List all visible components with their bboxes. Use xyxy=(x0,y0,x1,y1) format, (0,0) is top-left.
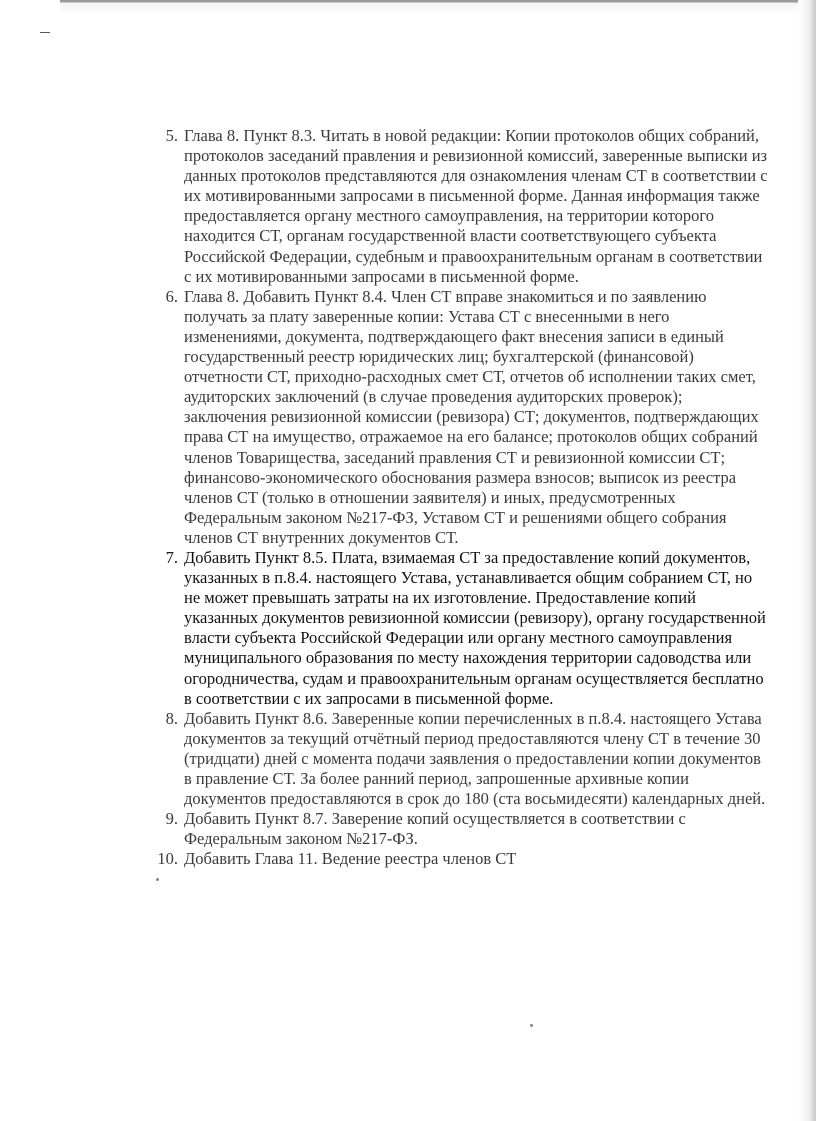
amendments-list xyxy=(158,126,768,869)
item-number: 8. xyxy=(165,708,178,728)
item-number: 7. xyxy=(165,547,178,567)
scan-mark xyxy=(40,32,50,33)
item-text: Глава 8. Добавить Пункт 8.4. Член СТ вправе знакомиться и по заявлению получать за плату заверенные копии: Устава СТ с внесенными в него изменениями, документа, подтверждающего факт внесения записи в единый государственный реестр юридических лиц; бухгалтерской (финансовой) отчетности СТ, приходно-расходных смет СТ, отчетов об исполнении таких смет, аудиторских заключений (в случае проведения аудиторских проверок); заключения ревизионной комиссии (ревизора) СТ; документов, подтверждающих права СТ на имущество, отражаемое на его балансе; протоколов общих собраний членов Товарищества, заседаний правления СТ и ревизионной комиссии СТ; финансово-экономического обоснования размера взносов; выписок из реестра членов СТ (только в отношении заявителя) и иных, предусмотренных Федеральным законом №217-ФЗ, Уставом СТ и решениями общего собрания членов СТ внутренних документов СТ. xyxy=(184,286,759,547)
item-text: Добавить Глава 11. Ведение реестра членов СТ xyxy=(184,849,517,869)
list-item xyxy=(158,849,768,869)
list-item xyxy=(158,287,768,548)
scan-speck xyxy=(156,878,159,881)
item-number: 10. xyxy=(157,849,178,869)
item-text: Добавить Пункт 8.6. Заверенные копии перечисленных в п.8.4. настоящего Устава документов за текущий отчётный период предоставляются члену СТ в течение 30 (тридцати) дней с момента подачи заявления о предоставлении копии документов в правление СТ. За более ранний период, запрошенные архивные копии документов предоставляются в срок до 180 (ста восьмидесяти) календарных дней. xyxy=(184,708,766,809)
item-text: Добавить Пункт 8.5. Плата, взимаемая СТ за предоставление копий документов, указанных в п.8.4. настоящего Устава, устанавливается общим собранием СТ, но не может превышать затраты на их изготовление. Предоставление копий указанных документов ревизионной комиссии (ревизору), органу государственной власти субъекта Российской Федерации или органу местного самоуправления муниципального образования по месту нахождения территории садоводства или огородничества, судам и правоохранительным органам осуществляется бесплатно в соответствии с их запросами в письменной форме. xyxy=(184,547,766,708)
item-number: 5. xyxy=(165,126,178,145)
item-number: 9. xyxy=(165,809,178,829)
item-text: Добавить Пункт 8.7. Заверение копий осуществляется в соответствии с Федеральным законом №217-ФЗ. xyxy=(184,809,686,849)
list-item xyxy=(158,126,768,287)
scan-top-edge xyxy=(60,0,816,14)
item-text: Глава 8. Пункт 8.3. Читать в новой редакции: Копии протоколов общих собраний, протоколов заседаний правления и ревизионной комиссий, заверенные выписки из данных протоколов представляются для ознакомления членам СТ в соответствии с их мотивированными запросами в письменной форме. Данная информация также предоставляется органу местного самоуправления, на территории которого находится СТ, органам государственной власти соответствующего субъекта Российской Федерации, судебным и правоохранительным органам в соответствии с их мотивированными запросами в письменной форме. xyxy=(184,126,768,286)
item-number: 6. xyxy=(165,286,178,306)
list-item xyxy=(158,809,768,849)
list-item xyxy=(158,548,768,709)
scan-right-edge xyxy=(798,0,816,1121)
document-page xyxy=(158,126,768,869)
scan-speck xyxy=(530,1024,533,1027)
list-item xyxy=(158,709,768,809)
